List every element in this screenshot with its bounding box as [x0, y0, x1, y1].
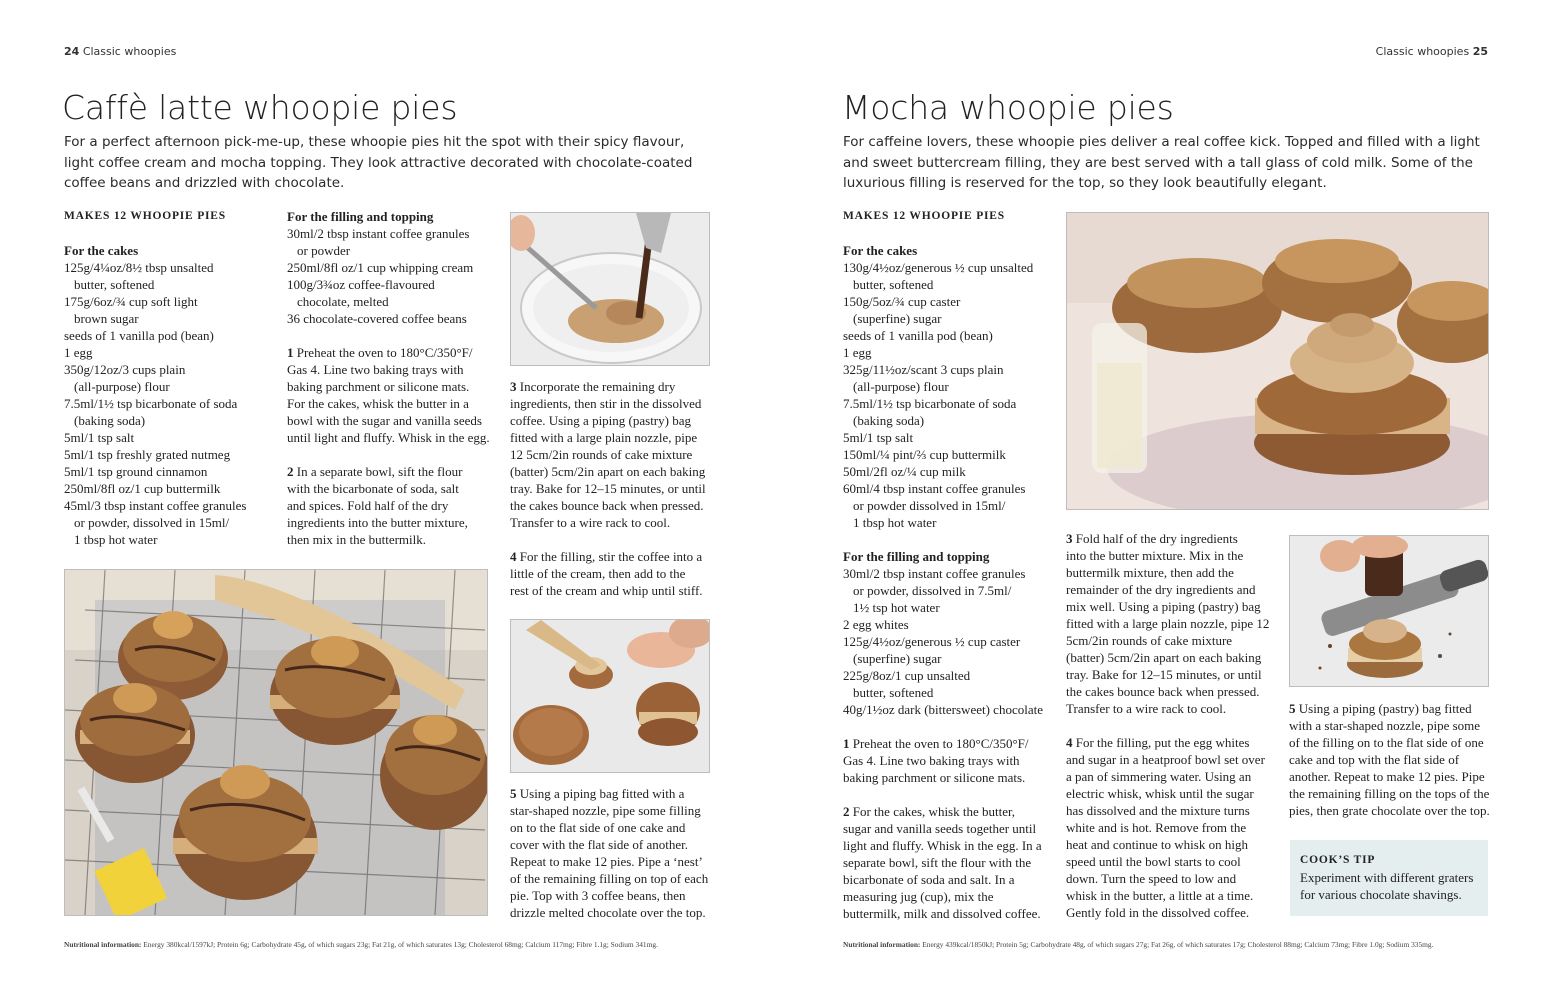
left-method-col3b	[510, 785, 715, 921]
method-line: 3 Incorporate the remaining dry	[510, 379, 676, 394]
method-line: heat and continue to whisk on high	[1066, 837, 1248, 852]
ingredient-line: 150ml/¼ pint/⅔ cup buttermilk	[843, 447, 1006, 462]
step-number: 1	[287, 345, 297, 360]
ingredient-line: 250ml/8fl oz/1 cup buttermilk	[64, 481, 221, 496]
ingredient-line: 5ml/1 tsp salt	[64, 430, 135, 445]
left-filling-heading: For the filling and topping	[287, 209, 434, 224]
photo-mocha-whoopies	[1066, 212, 1489, 510]
left-filling-list	[287, 225, 502, 327]
cooks-tip-box	[1290, 840, 1488, 916]
ingredient-line: 2 egg whites	[843, 617, 909, 632]
right-filling-list	[843, 565, 1058, 718]
method-line: (batter) 5cm/2in apart on each baking	[510, 464, 706, 479]
method-line: with the bicarbonate of soda, salt	[287, 481, 459, 496]
method-line: fitted with a large plain nozzle, pipe	[510, 430, 698, 445]
method-line: speed until the bowl starts to cool	[1066, 854, 1241, 869]
ingredient-line: 100g/3¾oz coffee-flavoured	[287, 277, 435, 292]
left-nutrition-text: Energy 380kcal/1597kJ; Protein 6g; Carbohydrate 45g, of which sugars 23g; Fat 21g, of which saturates 13g; Cholesterol 68mg; Calcium 117mg; Fibre 1.1g; Sodium 341mg.	[143, 940, 658, 949]
right-section-name: Classic whoopies	[1375, 45, 1470, 58]
right-method-col3	[1289, 700, 1494, 819]
intro-line: and sweet buttercream filling, they are best served with a tall glass of cold milk. Some of the	[843, 154, 1473, 171]
method-line: another. Repeat to make 12 pies. Pipe	[1289, 769, 1485, 784]
ingredient-line: 250ml/8fl oz/1 cup whipping cream	[287, 260, 474, 275]
method-line: cake and top with the flat side of	[1289, 752, 1460, 767]
method-line: separate bowl, sift the flour with the	[843, 855, 1032, 870]
method-line: 5 Using a piping (pastry) bag fitted	[1289, 701, 1472, 716]
method-line: a pan of simmering water. Using an	[1066, 769, 1252, 784]
method-line: measuring jug (cup), mix the	[843, 889, 994, 904]
photo-caffe-latte-whoopies-image	[65, 570, 487, 915]
right-step-2	[843, 803, 1058, 922]
ingredient-line: 350g/12oz/3 cups plain	[64, 362, 186, 377]
method-line: mix well. Using a piping (pastry) bag	[1066, 599, 1261, 614]
left-nutrition	[64, 940, 658, 949]
method-line: on to the flat side of one cake and	[510, 820, 686, 835]
method-line: 1 Preheat the oven to 180°C/350°F/	[843, 736, 1029, 751]
step-number: 4	[1066, 735, 1076, 750]
method-line: tray. Bake for 12–15 minutes, or until	[1066, 667, 1262, 682]
ingredient-line: (baking soda)	[74, 413, 146, 428]
method-line: sugar and vanilla seeds together until	[843, 821, 1037, 836]
ingredient-line: or powder	[297, 243, 351, 258]
ingredient-line: 45ml/3 tbsp instant coffee granules	[64, 498, 247, 513]
method-line: (batter) 5cm/2in apart on each baking	[1066, 650, 1262, 665]
method-line: bicarbonate of soda and salt. In a	[843, 872, 1015, 887]
photo-grating-chocolate	[1289, 535, 1489, 687]
method-line: white and is hot. Remove from the	[1066, 820, 1247, 835]
right-recipe-title: Mocha whoopie pies	[842, 88, 1174, 127]
ingredient-line: 1½ tsp hot water	[853, 600, 940, 615]
method-line: baking parchment or silicone mats.	[843, 770, 1026, 785]
right-cakes-list	[843, 259, 1058, 531]
right-nutrition	[843, 940, 1433, 949]
ingredient-line: 30ml/2 tbsp instant coffee granules	[287, 226, 470, 241]
method-line: 2 For the cakes, whisk the butter,	[843, 804, 1016, 819]
right-ingredients	[843, 208, 1058, 922]
ingredient-line: seeds of 1 vanilla pod (bean)	[64, 328, 214, 343]
method-line: into the butter mixture. Mix in the	[1066, 548, 1244, 563]
ingredient-line: (baking soda)	[853, 413, 925, 428]
ingredient-line: 1 tbsp hot water	[74, 532, 158, 547]
method-line: with a star-shaped nozzle, pipe some	[1289, 718, 1481, 733]
ingredient-line: 5ml/1 tsp salt	[843, 430, 914, 445]
method-line: ingredients into the butter mixture,	[287, 515, 468, 530]
method-line: baking parchment or silicone mats.	[287, 379, 470, 394]
photo-caffe-latte-whoopies	[64, 569, 488, 916]
ingredient-line: 125g/4½oz/generous ½ cup caster	[843, 634, 1021, 649]
left-method-col3	[510, 378, 715, 599]
method-line: little of the cream, then add to the	[510, 566, 686, 581]
step-number: 2	[287, 464, 297, 479]
method-line: of the remaining filling on top of each	[510, 871, 709, 886]
photo-stirring-bowl	[510, 212, 710, 366]
ingredient-line: 1 egg	[843, 345, 872, 360]
photo-piping-filling	[510, 619, 710, 773]
left-intro	[64, 132, 692, 194]
left-step-4	[510, 548, 715, 599]
left-page-number: 24	[64, 45, 80, 58]
method-line: whisk in the butter, a little at a time.	[1066, 888, 1254, 903]
ingredient-line: 36 chocolate-covered coffee beans	[287, 311, 467, 326]
right-cakes-heading: For the cakes	[843, 243, 918, 258]
ingredient-line: 1 tbsp hot water	[853, 515, 937, 530]
ingredient-line: 30ml/2 tbsp instant coffee granules	[843, 566, 1026, 581]
method-line: 4 For the filling, put the egg whites	[1066, 735, 1250, 750]
ingredient-line: 125g/4¼oz/8½ tbsp unsalted	[64, 260, 214, 275]
method-line: bowl with the sugar and vanilla seeds	[287, 413, 482, 428]
ingredient-line: or powder dissolved in 15ml/	[853, 498, 1006, 513]
right-intro	[843, 132, 1480, 194]
ingredient-line: 5ml/1 tsp ground cinnamon	[64, 464, 208, 479]
method-line: Gently fold in the dissolved coffee.	[1066, 905, 1250, 920]
method-line: the remaining filling on the tops of the	[1289, 786, 1490, 801]
method-line: drizzle melted chocolate over the top.	[510, 905, 706, 920]
intro-line: coffee beans and drizzled with chocolate.	[64, 175, 345, 191]
right-makes: MAKES 12 WHOOPIE PIES	[843, 210, 1005, 222]
ingredient-line: or powder, dissolved in 15ml/	[74, 515, 230, 530]
method-line: 12 5cm/2in rounds of cake mixture	[510, 447, 693, 462]
left-makes: MAKES 12 WHOOPIE PIES	[64, 210, 226, 222]
method-line: has dissolved and the mixture turns	[1066, 803, 1250, 818]
photo-piping-filling-image	[511, 620, 709, 772]
method-line: For the cakes, whisk the butter in a	[287, 396, 469, 411]
ingredient-line: butter, softened	[74, 277, 155, 292]
method-line: cover with the flat side of another.	[510, 837, 688, 852]
method-line: buttermilk mixture, then add the	[1066, 565, 1234, 580]
step-number: 1	[843, 736, 853, 751]
ingredient-line: 150g/5oz/¾ cup caster	[843, 294, 961, 309]
method-line: remainder of the dry ingredients and	[1066, 582, 1256, 597]
method-line: rest of the cream and whip until stiff.	[510, 583, 703, 598]
ingredient-line: brown sugar	[74, 311, 139, 326]
step-number: 5	[1289, 701, 1299, 716]
method-line: Repeat to make 12 pies. Pipe a ‘nest’	[510, 854, 703, 869]
method-line: buttermilk, milk and dissolved coffee.	[843, 906, 1041, 921]
right-step-4	[1066, 734, 1281, 921]
step-number: 4	[510, 549, 520, 564]
method-line: ingredients, then stir in the dissolved	[510, 396, 702, 411]
ingredient-line: 1 egg	[64, 345, 93, 360]
ingredient-line: or powder, dissolved in 7.5ml/	[853, 583, 1012, 598]
step-number: 3	[510, 379, 520, 394]
left-recipe-title: Caffè latte whoopie pies	[62, 88, 458, 127]
ingredient-line: chocolate, melted	[297, 294, 389, 309]
tip-line: for various chocolate shavings.	[1300, 887, 1462, 902]
right-nutrition-text: Energy 439kcal/1850kJ; Protein 5g; Carbohydrate 48g, of which sugars 27g; Fat 26g, of which saturates 17g; Cholesterol 88mg; Calcium 73mg; Fibre 1.0g; Sodium 335mg.	[922, 940, 1434, 949]
right-method-col2	[1066, 530, 1281, 921]
intro-line: light coffee cream and mocha topping. They look attractive decorated with chocolate-coated	[64, 154, 693, 171]
ingredient-line: (superfine) sugar	[853, 651, 942, 666]
ingredient-line: 50ml/2fl oz/¼ cup milk	[843, 464, 966, 479]
right-page-number: 25	[1472, 45, 1488, 58]
method-line: light and fluffy. Whisk in the egg. In a	[843, 838, 1042, 853]
right-nutrition-label: Nutritional information:	[843, 940, 921, 949]
method-line: fitted with a large plain nozzle, pipe 12	[1066, 616, 1270, 631]
ingredient-line: (all-purpose) flour	[74, 379, 170, 394]
left-cakes-list	[64, 259, 279, 548]
method-line: coffee. Using a piping (pastry) bag	[510, 413, 691, 428]
photo-stirring-bowl-image	[511, 213, 709, 365]
ingredient-line: (superfine) sugar	[853, 311, 942, 326]
method-line: the cakes bounce back when pressed.	[510, 498, 704, 513]
method-line: the cakes bounce back when pressed.	[1066, 684, 1260, 699]
ingredient-line: 130g/4½oz/generous ½ cup unsalted	[843, 260, 1034, 275]
left-page-header	[64, 45, 176, 58]
method-line: and sugar in a heatproof bowl set over	[1066, 752, 1265, 767]
method-line: Transfer to a wire rack to cool.	[1066, 701, 1227, 716]
tip-line: Experiment with different graters	[1300, 870, 1474, 885]
method-line: 4 For the filling, stir the coffee into a	[510, 549, 703, 564]
method-line: pies, then grate chocolate over the top.	[1289, 803, 1490, 818]
left-cakes-heading: For the cakes	[64, 243, 139, 258]
method-line: Gas 4. Line two baking trays with	[287, 362, 464, 377]
method-line: 1 Preheat the oven to 180°C/350°F/	[287, 345, 473, 360]
cooks-tip-heading: COOK’S TIP	[1300, 854, 1376, 866]
photo-mocha-whoopies-image	[1067, 213, 1488, 509]
step-number: 5	[510, 786, 520, 801]
left-section-name: Classic whoopies	[82, 45, 177, 58]
ingredient-line: seeds of 1 vanilla pod (bean)	[843, 328, 993, 343]
right-page-header	[1376, 45, 1488, 58]
ingredient-line: butter, softened	[853, 277, 934, 292]
left-step-2	[287, 463, 502, 548]
intro-line: For a perfect afternoon pick-me-up, these whoopie pies hit the spot with their spicy flavour,	[64, 134, 685, 150]
method-line: and spices. Fold half of the dry	[287, 498, 449, 513]
method-line: 5cm/2in rounds of cake mixture	[1066, 633, 1233, 648]
method-line: then mix in the buttermilk.	[287, 532, 427, 547]
step-number: 2	[843, 804, 853, 819]
method-line: star-shaped nozzle, pipe some filling	[510, 803, 701, 818]
method-line: until light and fluffy. Whisk in the egg.	[287, 430, 490, 445]
method-line: down. Turn the speed to low and	[1066, 871, 1237, 886]
intro-line: For caffeine lovers, these whoopie pies deliver a real coffee kick. Topped and filled with a light	[843, 134, 1480, 150]
left-ingredients	[64, 208, 279, 548]
ingredient-line: 7.5ml/1½ tsp bicarbonate of soda	[843, 396, 1017, 411]
right-step-5	[1289, 700, 1494, 819]
method-line: 5 Using a piping bag fitted with a	[510, 786, 685, 801]
ingredient-line: (all-purpose) flour	[853, 379, 949, 394]
left-filling-and-method	[287, 208, 502, 548]
ingredient-line: 225g/8oz/1 cup unsalted	[843, 668, 971, 683]
intro-line: luxurious filling is reserved for the top, so they look beautifully elegant.	[843, 175, 1327, 191]
ingredient-line: 60ml/4 tbsp instant coffee granules	[843, 481, 1026, 496]
right-filling-heading: For the filling and topping	[843, 549, 990, 564]
left-step-3	[510, 378, 715, 531]
method-line: tray. Bake for 12–15 minutes, or until	[510, 481, 706, 496]
method-line: of the filling on to the flat side of one	[1289, 735, 1484, 750]
cooks-tip-text	[1300, 869, 1478, 903]
method-line: 3 Fold half of the dry ingredients	[1066, 531, 1238, 546]
method-line: Gas 4. Line two baking trays with	[843, 753, 1020, 768]
right-step-3	[1066, 530, 1281, 717]
method-line: Transfer to a wire rack to cool.	[510, 515, 671, 530]
right-step-1	[843, 735, 1058, 786]
ingredient-line: butter, softened	[853, 685, 934, 700]
step-number: 3	[1066, 531, 1076, 546]
ingredient-line: 5ml/1 tsp freshly grated nutmeg	[64, 447, 231, 462]
method-line: 2 In a separate bowl, sift the flour	[287, 464, 463, 479]
left-step-5	[510, 785, 715, 921]
left-nutrition-label: Nutritional information:	[64, 940, 142, 949]
ingredient-line: 7.5ml/1½ tsp bicarbonate of soda	[64, 396, 238, 411]
photo-grating-chocolate-image	[1290, 536, 1488, 686]
left-step-1	[287, 344, 502, 446]
ingredient-line: 40g/1½oz dark (bittersweet) chocolate	[843, 702, 1043, 717]
ingredient-line: 175g/6oz/¾ cup soft light	[64, 294, 198, 309]
method-line: electric whisk, whisk until the sugar	[1066, 786, 1254, 801]
method-line: pie. Top with 3 coffee beans, then	[510, 888, 686, 903]
ingredient-line: 325g/11½oz/scant 3 cups plain	[843, 362, 1004, 377]
